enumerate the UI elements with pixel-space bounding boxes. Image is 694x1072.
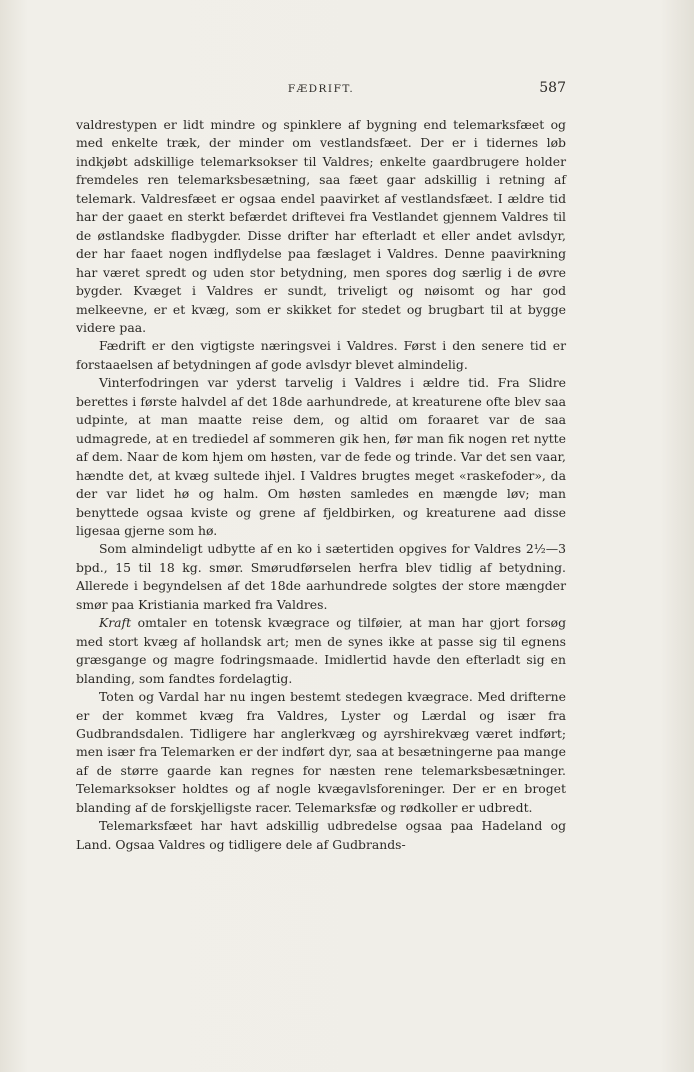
paragraph-text: omtaler en totensk kvægrace og tilføier, at man har gjort forsøg med stort kvæg af hollandsk art; men de synes ikke at passe sig til egnens græsgange og magre fodringsmaade. Imidlertid havde den efterladt sig en blanding, som fandtes fordelagtig. — [76, 615, 566, 686]
author-name: Kraft — [98, 615, 132, 631]
page-header — [76, 80, 566, 100]
paragraph: Fædrift er den vigtigste næringsvei i Valdres. Først i den senere tid er forstaaelsen af betydningen af gode avlsdyr blevet almindelig. — [76, 338, 566, 372]
paragraph: valdrestypen er lidt mindre og spinklere af bygning end telemarksfæet og med enkelte træk, der minder om vestlandsfæet. Der er i tidernes løb indkjøbt adskillige telemarksokser til Valdres; enkelte gaardbrugere holder fremdeles ren telemarksbesætning, saa fæet gaar adskillig i retning af telemark. Valdresfæet er ogsaa endel paavirket af vestlandsfæet. I ældre tid har der gaaet en sterkt befærdet driftevei fra Vestlandet gjennem Valdres til de østlandske fladbygder. Disse drifter har efterladt et eller andet avlsdyr, der har faaet nogen indflydelse paa fæslaget i Valdres. Denne paavirkning har været spredt og uden stor betydning, men spores dog særlig i de øvre bygder. Kvæget i Valdres er sundt, triveligt og nøisomt og har god melkeevne, er et kvæg, som er skikket for stedet og brugbart til at bygge videre paa. — [76, 117, 566, 335]
paragraph: Toten og Vardal har nu ingen bestemt stedegen kvægrace. Med drifterne er der kommet kvæg fra Valdres, Lyster og Lærdal og især fra Gudbrandsdalen. Tidligere har anglerkvæg og ayrshirekvæg været indført; men især fra Telemarken er der indført dyr, saa at besætningerne paa mange af de større gaarde kan regnes for næsten rene telemarksbesætninger. Telemarksokser holdtes og af nogle kvægavlsforeninger. Der er en broget blanding af de forskjelligste racer. Telemarksfæ og rødkoller er udbredt. — [76, 689, 566, 815]
body-text — [76, 116, 566, 854]
paragraph: Som almindeligt udbytte af en ko i sætertiden opgives for Valdres 2½—3 bpd., 15 til 18 kg. smør. Smørudførselen herfra blev tidlig af betydning. Allerede i begyndelsen af det 18de aarhundrede solgtes der store mængder smør paa Kristiania marked fra Valdres. — [76, 541, 566, 612]
paragraph: Vinterfodringen var yderst tarvelig i Valdres i ældre tid. Fra Slidre berettes i første halvdel af det 18de aarhundrede, at kreaturene ofte blev saa udpinte, at man maatte reise dem, og altid om foraaret var de saa udmagrede, at en trediedel af sommeren gik hen, før man fik nogen ret nytte af dem. Naar de kom hjem om høsten, var de fede og trinde. Var det sen vaar, hændte det, at kvæg sultede ihjel. I Valdres brugtes meget «raskefoder», da der var lidet hø og halm. Om høsten samledes en mængde løv; man benyttede ogsaa kviste og grene af fjeldbirken, og kreaturene aad disse ligesaa gjerne som hø. — [76, 375, 566, 538]
page-number: 587 — [539, 80, 566, 96]
paragraph — [76, 614, 566, 688]
running-title: FÆDRIFT. — [287, 83, 355, 95]
paragraph: Telemarksfæet har havt adskillig udbredelse ogsaa paa Hadeland og Land. Ogsaa Valdres og tidligere dele af Gudbrands- — [76, 818, 566, 852]
